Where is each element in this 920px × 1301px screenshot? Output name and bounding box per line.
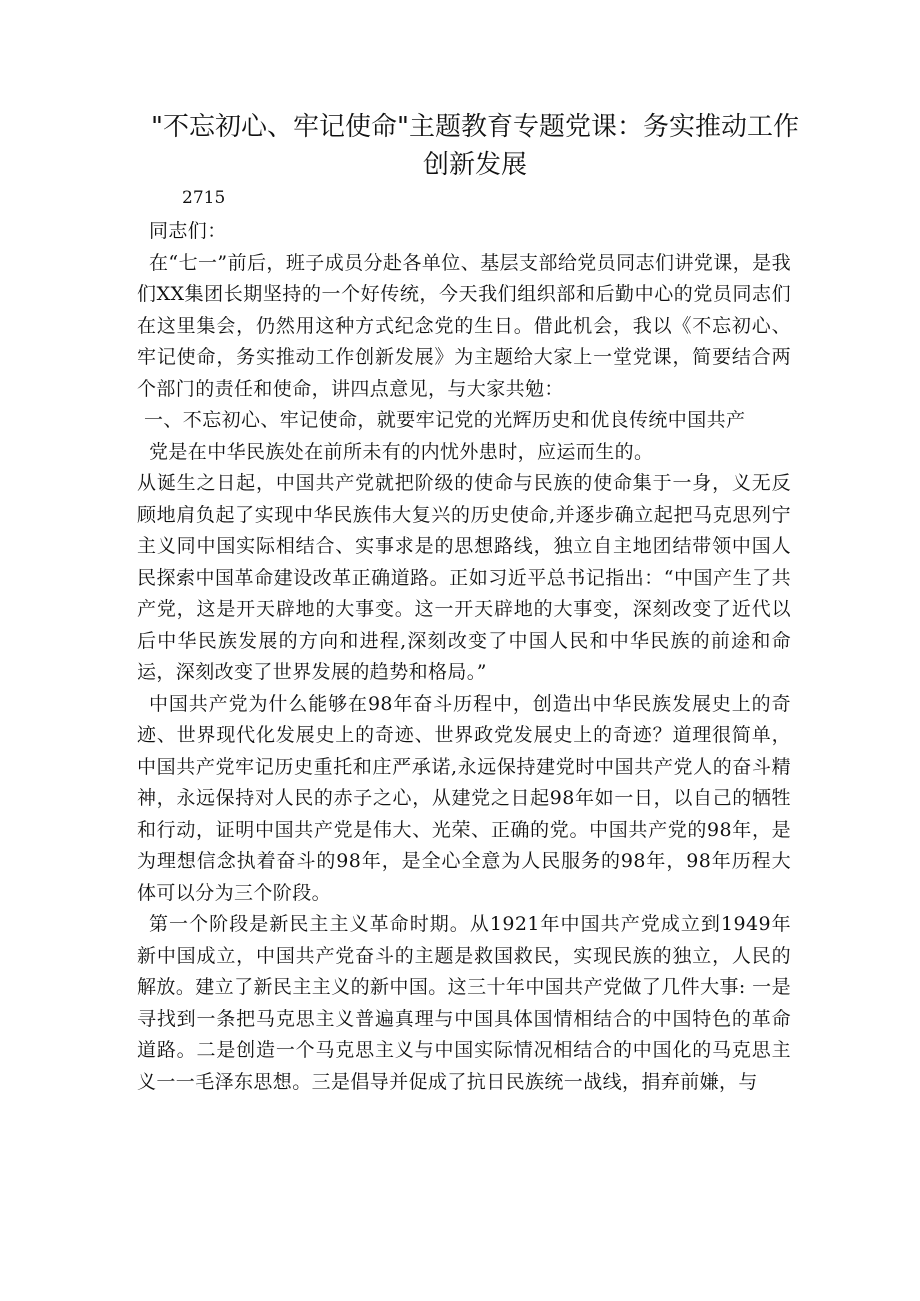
section-heading: 一、不忘初心、牢记使命，就要牢记党的光辉历史和优良传统中国共产 <box>144 409 746 431</box>
body-paragraph: 从诞生之日起，中国共产党就把阶级的使命与民族的使命集于一身，义无反顾地肩负起了实现中华民族伟大复兴的历史使命,并逐步确立起把马克思列宁主义同中国实际相结合、实事求是的思想路线，独立自主地团结带领中国人民探索中国革命建设改革正确道路。正如习近平总书记指出：“中国产生了共产党，这是开天辟地的大事变。这一开天辟地的大事变，深刻改变了近代以后中华民族发展的方向和进程,深刻改变了中国人民和中华民族的前途和命运，深刻改变了世界发展的趋势和格局。” <box>137 472 791 683</box>
document-id: 2715 <box>182 188 226 208</box>
body-paragraph: 党是在中华民族处在前所未有的内忧外患时，应运而生的。 <box>149 440 654 463</box>
document-title: "不忘初心、牢记使命"主题教育专题党课：务实推动工作创新发展 <box>151 112 799 180</box>
document-body <box>137 216 791 1098</box>
body-paragraph: 在“七一”前后，班子成员分赴各单位、基层支部给党员同志们讲党课，是我们XX集团长期坚持的一个好传统，今天我们组织部和后勤中心的党员同志们在这里集会，仍然用这种方式纪念党的生日。借此机会，我以《不忘初心、牢记使命，务实推动工作创新发展》为主题给大家上一堂党课，简要结合两个部门的责任和使命，讲四点意见，与大家共勉： <box>137 251 791 400</box>
body-paragraph: 中国共产党为什么能够在98年奋斗历程中，创造出中华民族发展史上的奇迹、世界现代化发展史上的奇迹、世界政党发展史上的奇迹？道理很简单，中国共产党牢记历史重托和庄严承诺,永远保持建党时中国共产党人的奋斗精神，永远保持对人民的赤子之心，从建党之日起98年如一日，以自己的牺牲和行动，证明中国共产党是伟大、光荣、正确的党。中国共产党的98年，是为理想信念执着奋斗的98年，是全心全意为人民服务的98年，98年历程大体可以分为三个阶段。 <box>137 692 791 904</box>
salutation-paragraph: 同志们： <box>149 220 227 242</box>
body-paragraph: 第一个阶段是新民主主义革命时期。从1921年中国共产党成立到1949年新中国成立，中国共产党奋斗的主题是救国救民，实现民族的独立，人民的解放。建立了新民主主义的新中国。这三十年中国共产党做了几件大事: 一是寻找到一条把马克思主义普遍真理与中国具体国情相结合的中国特色的革命道路。二是创造一个马克思主义与中国实际情况相结合的中国化的马克思主义一一毛泽东思想。三是倡导并促成了抗日民族统一战线，捐弃前嫌，与 <box>137 913 791 1093</box>
